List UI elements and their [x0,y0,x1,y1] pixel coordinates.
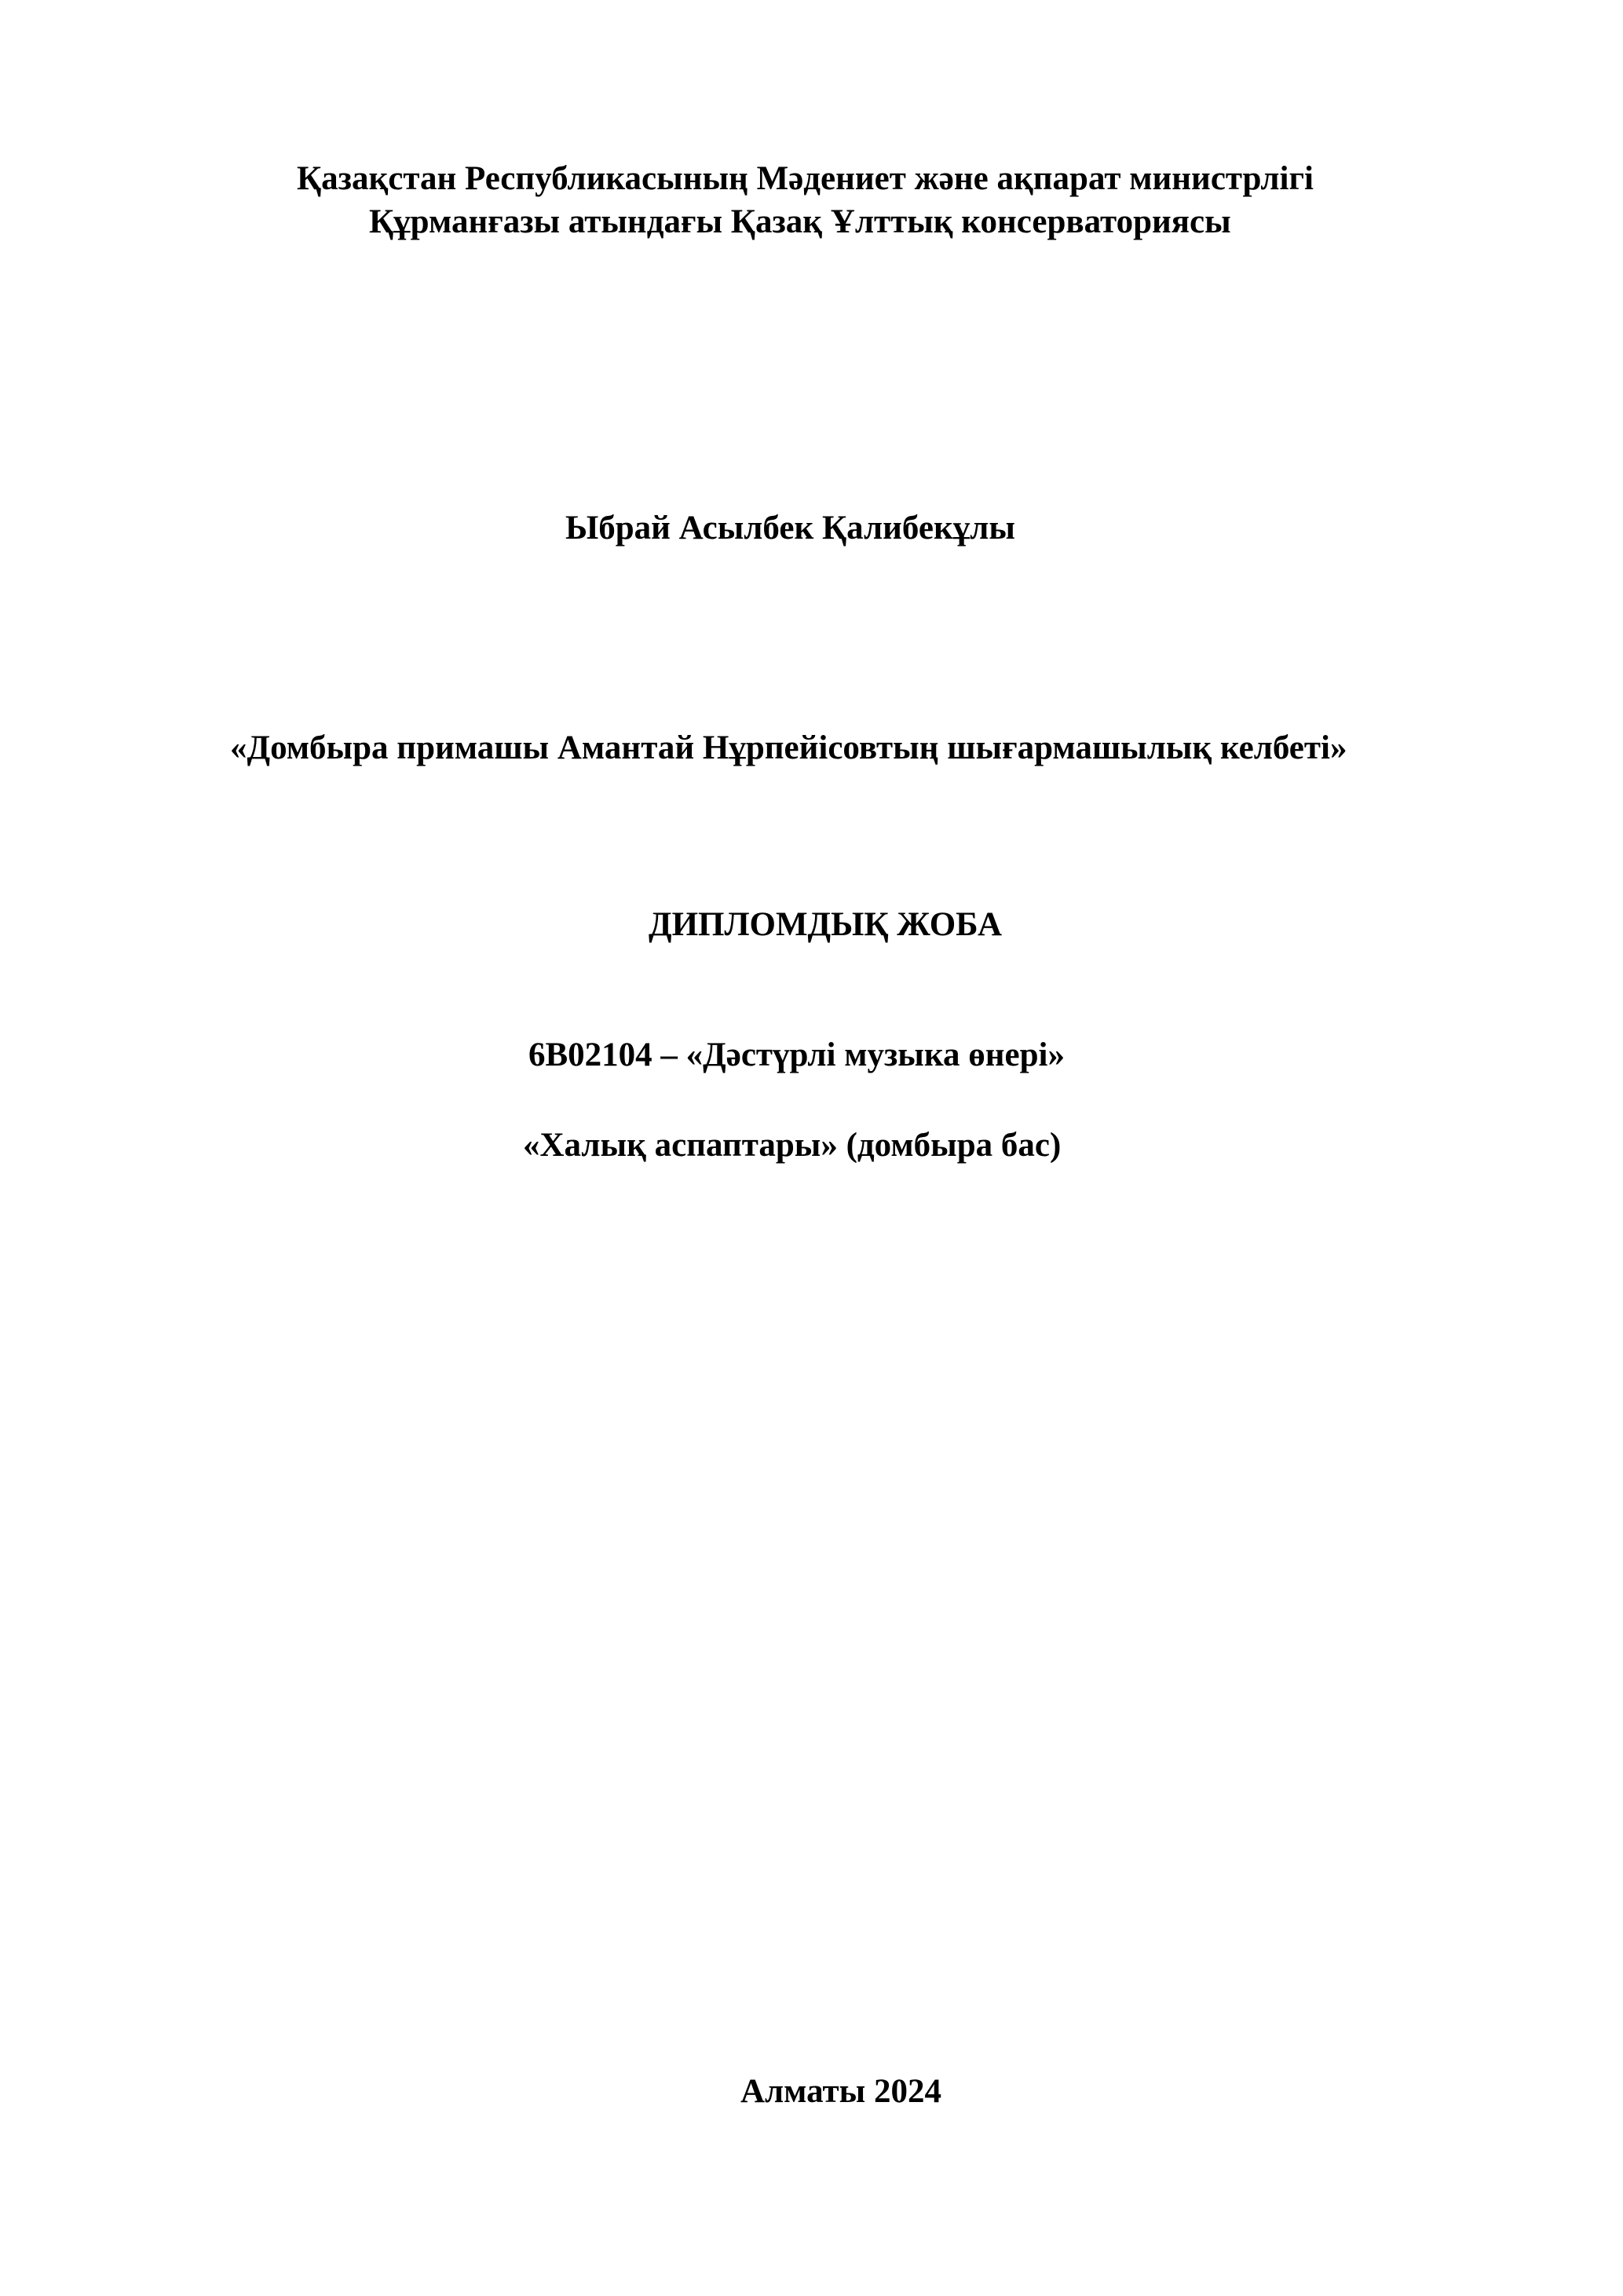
city-year: Алматы 2024 [740,2073,942,2110]
education-profile: «Халық аспаптары» (домбыра бас) [523,1127,1062,1164]
institution-name: Құрманғазы атындағы Қазақ Ұлттық консерваториясы [369,203,1231,240]
document-type: ДИПЛОМДЫҚ ЖОБА [649,906,1003,943]
ministry-name: Қазақстан Республикасының Мәдениет және ақпарат министрлігі [297,160,1314,197]
thesis-title: «Домбыра примашы Амантай Нұрпейісовтың шығармашылық келбеті» [230,729,1347,766]
author-name: Ыбрай Асылбек Қалибекұлы [565,510,1015,547]
specialty-code: 6В02104 – «Дәстүрлі музыка өнері» [528,1036,1065,1073]
